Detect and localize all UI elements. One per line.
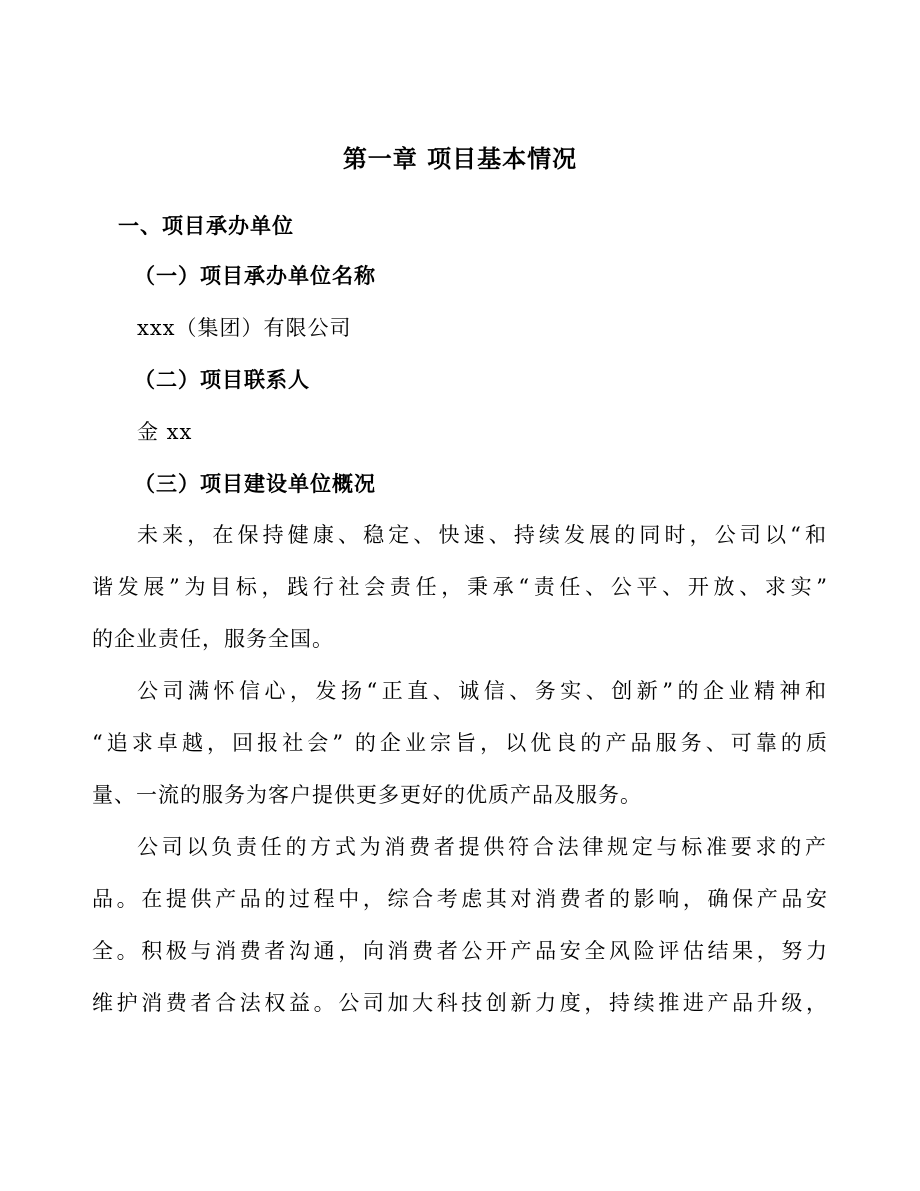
paragraph-line: 公司满怀信心，发扬“正直、诚信、务实、创新”的企业精神和: [137, 679, 827, 703]
contact-text: 金 xx: [137, 420, 193, 444]
paragraph-line: “追求卓越，回报社会” 的企业宗旨，以优良的产品服务、可靠的质: [92, 731, 828, 755]
subsection-heading-overview: （三）项目建设单位概况: [134, 471, 376, 496]
paragraph-line: 的企业责任，服务全国。: [92, 627, 334, 651]
paragraph-line: 品。在提供产品的过程中，综合考虑其对消费者的影响，确保产品安: [92, 887, 828, 911]
paragraph-line: 全。积极与消费者沟通，向消费者公开产品安全风险评估结果，努力: [92, 939, 828, 963]
paragraph-line: 量、一流的服务为客户提供更多更好的优质产品及服务。: [92, 783, 642, 807]
subsection-heading-organizer-name: （一）项目承办单位名称: [134, 263, 376, 288]
paragraph-line: 公司以负责任的方式为消费者提供符合法律规定与标准要求的产: [137, 835, 827, 859]
paragraph-line: 维护消费者合法权益。公司加大科技创新力度，持续推进产品升级，: [92, 991, 828, 1015]
subsection-heading-contact: （二）项目联系人: [134, 367, 310, 392]
organizer-name-text: xxx（集团）有限公司: [137, 316, 352, 340]
chapter-title: 第一章 项目基本情况: [342, 144, 578, 173]
section-heading-project-organizer: 一、项目承办单位: [118, 213, 294, 238]
paragraph-line: 未来，在保持健康、稳定、快速、持续发展的同时，公司以“和: [137, 523, 827, 547]
paragraph-line: 谐发展”为目标，践行社会责任，秉承“责任、公平、开放、求实”: [92, 575, 828, 599]
